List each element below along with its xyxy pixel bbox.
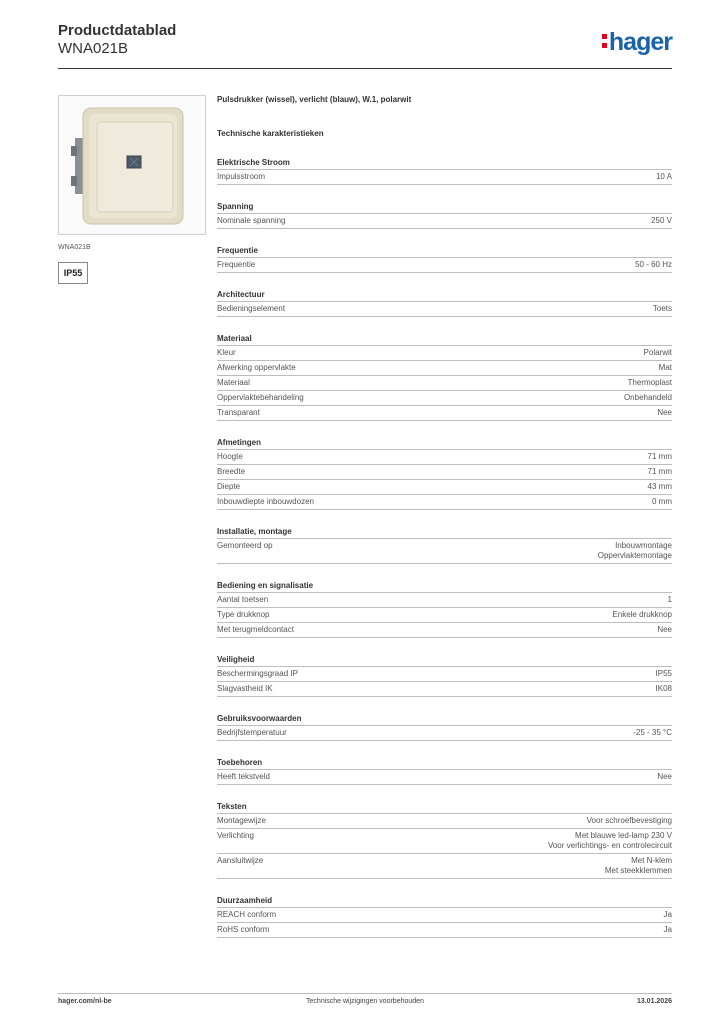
spec-value-line: Ja — [663, 910, 672, 919]
spec-label: Beschermingsgraad IP — [217, 669, 298, 678]
footer-divider — [58, 993, 672, 994]
section-title: Architectuur — [217, 290, 265, 299]
document-header — [58, 22, 176, 58]
spec-row — [217, 257, 672, 273]
section-title: Elektrische Stroom — [217, 158, 290, 167]
spec-value-line: -25 - 35 °C — [633, 728, 672, 737]
spec-value — [648, 467, 672, 477]
spec-label: Aansluitwijze — [217, 856, 264, 865]
spec-row — [217, 592, 672, 607]
spec-value-line: Onbehandeld — [623, 393, 672, 402]
spec-row — [217, 479, 672, 494]
image-caption: WNA021B — [58, 244, 91, 251]
spec-value — [651, 216, 672, 226]
footer-date: 13.01.2026 — [636, 998, 672, 1005]
spec-value — [656, 684, 672, 694]
spec-value-line: Oppervlaktemontage — [597, 551, 672, 560]
spec-label: Frequentie — [217, 260, 256, 269]
spec-value — [644, 348, 672, 358]
spec-label: Inbouwdiepte inbouwdozen — [217, 497, 314, 506]
spec-section — [217, 290, 672, 317]
spec-value-line: 10 A — [655, 172, 672, 181]
spec-value — [656, 172, 672, 182]
spec-row — [217, 449, 672, 464]
document-title: Productdatablad — [58, 22, 177, 39]
spec-label: Type drukknop — [217, 610, 270, 619]
spec-label: Slagvastheid IK — [217, 684, 273, 693]
spec-label: Met terugmeldcontact — [217, 625, 294, 634]
spec-label: Oppervlaktebehandeling — [217, 393, 304, 402]
spec-row — [217, 769, 672, 785]
hager-logo — [602, 28, 672, 56]
spec-value — [656, 669, 672, 679]
section-title: Veiligheid — [217, 655, 255, 664]
spec-label: Nominale spanning — [217, 216, 286, 225]
spec-value-line: Polarwit — [643, 348, 672, 357]
section-title: Bediening en signalisatie — [217, 581, 314, 590]
spec-value — [612, 610, 672, 620]
push-button-switch-illustration — [59, 96, 205, 234]
spec-label: Bedieningselement — [217, 304, 286, 313]
spec-label: Verlichting — [217, 831, 254, 840]
spec-row — [217, 360, 672, 375]
spec-row — [217, 607, 672, 622]
spec-row — [217, 828, 672, 853]
spec-value — [652, 497, 672, 507]
spec-content — [217, 95, 672, 938]
spec-label: Gemonteerd op — [217, 541, 273, 550]
spec-label: Montagewijze — [217, 816, 266, 825]
spec-section — [217, 438, 672, 510]
spec-section — [217, 202, 672, 229]
spec-value — [587, 816, 672, 826]
spec-section — [217, 655, 672, 697]
tech-characteristics-title: Technische karakteristieken — [217, 129, 324, 138]
spec-row — [217, 725, 672, 741]
spec-value-line: 1 — [667, 595, 672, 604]
product-description: Pulsdrukker (wissel), verlicht (blauw), W.1, polarwit — [217, 95, 412, 104]
spec-sections — [217, 158, 672, 938]
product-image — [58, 95, 206, 235]
section-title: Spanning — [217, 202, 254, 211]
spec-value — [657, 772, 672, 782]
spec-section — [217, 758, 672, 785]
spec-value-line: Met steekklemmen — [604, 866, 672, 875]
spec-value — [598, 541, 672, 561]
logo-dots-icon — [602, 34, 608, 52]
spec-section — [217, 581, 672, 638]
spec-label: Bedrijfstemperatuur — [217, 728, 287, 737]
spec-value — [664, 910, 672, 920]
spec-row — [217, 922, 672, 938]
spec-value-line: 43 mm — [647, 482, 672, 491]
spec-section — [217, 158, 672, 185]
spec-value — [548, 831, 672, 851]
spec-value-line: Ja — [663, 925, 672, 934]
spec-value-line: Inbouwmontage — [615, 541, 672, 550]
spec-row — [217, 345, 672, 360]
spec-row — [217, 853, 672, 879]
spec-value — [635, 260, 672, 270]
spec-value — [668, 595, 672, 605]
section-title: Installatie, montage — [217, 527, 292, 536]
spec-value-line: 250 V — [651, 216, 672, 225]
spec-section — [217, 334, 672, 421]
spec-label: REACH conform — [217, 910, 277, 919]
spec-value-line: Nee — [657, 625, 672, 634]
spec-section — [217, 896, 672, 938]
spec-row — [217, 907, 672, 922]
spec-label: Afwerking oppervlakte — [217, 363, 296, 372]
spec-label: Hoogte — [217, 452, 243, 461]
section-title: Toebehoren — [217, 758, 263, 767]
spec-value-line: Enkele drukknop — [612, 610, 672, 619]
section-title: Teksten — [217, 802, 247, 811]
spec-value — [657, 408, 672, 418]
spec-value — [648, 452, 672, 462]
spec-value-line: Met blauwe led-lamp 230 V — [575, 831, 672, 840]
spec-label: RoHS conform — [217, 925, 270, 934]
product-code: WNA021B — [58, 40, 129, 57]
spec-section — [217, 714, 672, 741]
spec-row — [217, 169, 672, 185]
spec-value-line: Met N-klem — [631, 856, 672, 865]
spec-value — [657, 625, 672, 635]
spec-value-line: Toets — [652, 304, 672, 313]
footer-website: hager.com/nl-be — [58, 998, 112, 1005]
spec-value-line: 0 mm — [652, 497, 672, 506]
spec-value — [624, 393, 672, 403]
spec-value — [605, 856, 672, 876]
spec-value-line: Nee — [657, 772, 672, 781]
spec-row — [217, 681, 672, 697]
ip-rating-badge: IP55 — [58, 262, 88, 284]
spec-value-line: 71 mm — [647, 452, 672, 461]
spec-value — [664, 925, 672, 935]
spec-value — [628, 378, 672, 388]
spec-section — [217, 246, 672, 273]
spec-row — [217, 405, 672, 421]
spec-row — [217, 464, 672, 479]
spec-row — [217, 538, 672, 564]
spec-value — [653, 304, 672, 314]
spec-section — [217, 802, 672, 879]
header-divider — [58, 68, 672, 69]
spec-row — [217, 375, 672, 390]
spec-label: Impulsstroom — [217, 172, 266, 181]
spec-label: Heeft tekstveld — [217, 772, 270, 781]
section-title: Gebruiksvoorwaarden — [217, 714, 302, 723]
spec-value-line: Voor verlichtings- en controlecircuit — [547, 841, 672, 850]
spec-value-line: 71 mm — [647, 467, 672, 476]
spec-value-line: Nee — [657, 408, 672, 417]
spec-row — [217, 390, 672, 405]
spec-label: Diepte — [217, 482, 241, 491]
section-title: Duurzaamheid — [217, 896, 273, 905]
spec-row — [217, 622, 672, 638]
spec-value-line: IP55 — [655, 669, 672, 678]
spec-value — [633, 728, 672, 738]
section-title: Materiaal — [217, 334, 252, 343]
section-title: Frequentie — [217, 246, 258, 255]
spec-row — [217, 813, 672, 828]
spec-value-line: IK08 — [655, 684, 672, 693]
footer-disclaimer: Technische wijzigingen voorbehouden — [306, 998, 424, 1005]
spec-row — [217, 494, 672, 510]
spec-row — [217, 301, 672, 317]
section-title: Afmetingen — [217, 438, 261, 447]
spec-value-line: 50 - 60 Hz — [635, 260, 672, 269]
spec-row — [217, 213, 672, 229]
spec-label: Transparant — [217, 408, 260, 417]
spec-value-line: Voor schroefbevestiging — [586, 816, 672, 825]
spec-section — [217, 527, 672, 564]
spec-value — [659, 363, 672, 373]
logo-text: hager — [608, 28, 672, 56]
spec-label: Kleur — [217, 348, 236, 357]
spec-label: Breedte — [217, 467, 246, 476]
spec-label: Materiaal — [217, 378, 250, 387]
spec-row — [217, 666, 672, 681]
spec-value-line: Thermoplast — [627, 378, 672, 387]
spec-value-line: Mat — [658, 363, 672, 372]
spec-value — [648, 482, 672, 492]
spec-label: Aantal toetsen — [217, 595, 269, 604]
